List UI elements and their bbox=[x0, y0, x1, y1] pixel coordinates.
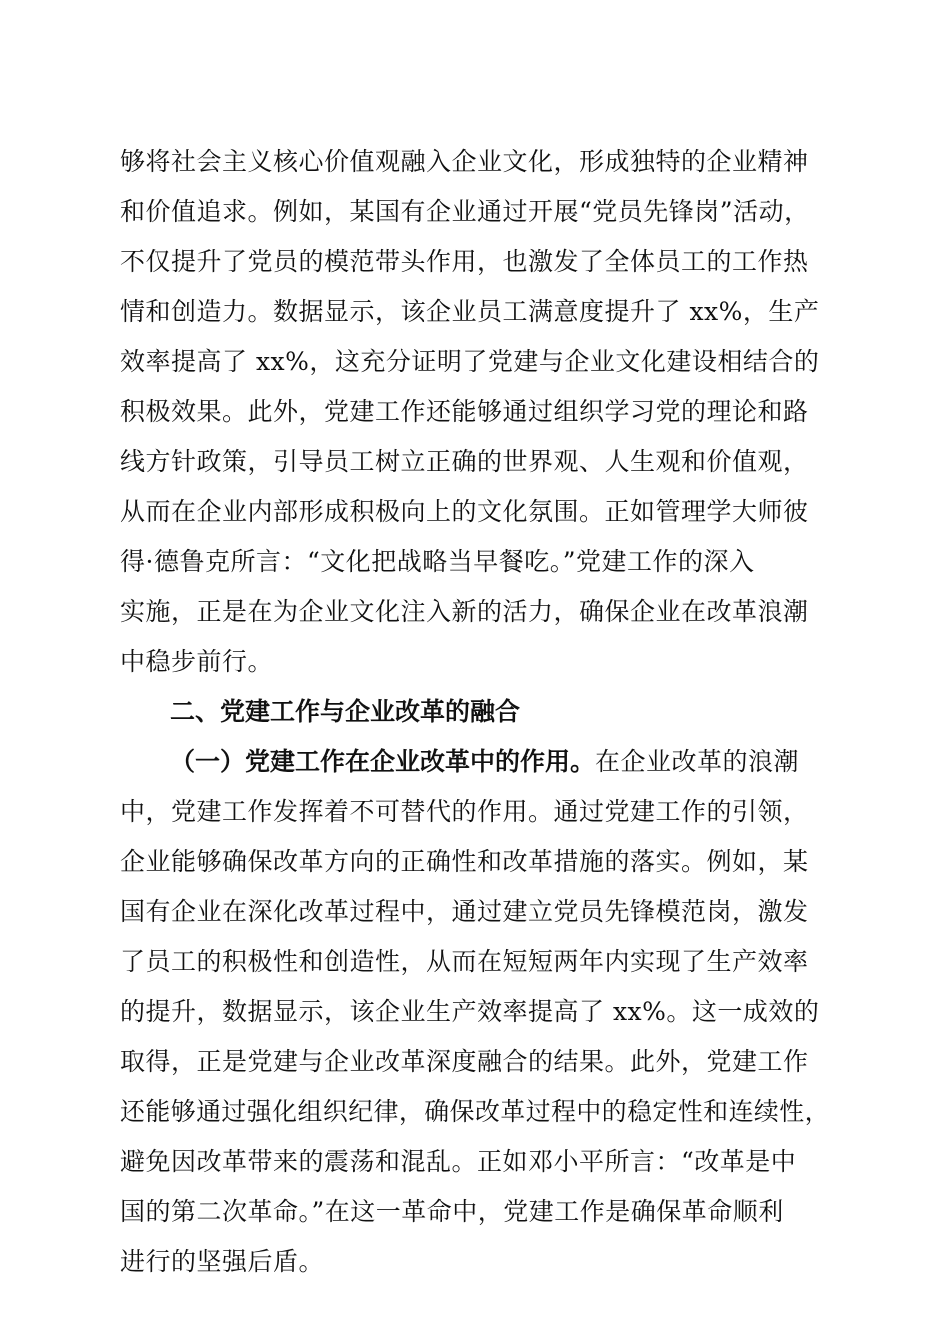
paragraph-line: 和价值追求。例如，某国有企业通过开展“党员先锋岗”活动， bbox=[120, 197, 810, 226]
paragraph-line: 进行的坚强后盾。 bbox=[120, 1247, 325, 1276]
section-heading: 二、党建工作与企业改革的融合 bbox=[170, 697, 521, 726]
paragraph-line: 情和创造力。数据显示，该企业员工满意度提升了 xx%，生产 bbox=[120, 297, 820, 326]
paragraph-line: 还能够通过强化组织纪律，确保改革过程中的稳定性和连续性， bbox=[120, 1097, 831, 1126]
paragraph-line: 线方针政策，引导员工树立正确的世界观、人生观和价值观， bbox=[120, 447, 809, 476]
paragraph-line: 国有企业在深化改革过程中，通过建立党员先锋模范岗，激发 bbox=[120, 897, 809, 926]
paragraph-line: 取得，正是党建与企业改革深度融合的结果。此外，党建工作 bbox=[120, 1047, 809, 1076]
paragraph-line: 积极效果。此外，党建工作还能够通过组织学习党的理论和路 bbox=[120, 397, 809, 426]
paragraph-line: 了员工的积极性和创造性，从而在短短两年内实现了生产效率 bbox=[120, 947, 809, 976]
paragraph-line: 从而在企业内部形成积极向上的文化氛围。正如管理学大师彼 bbox=[120, 497, 809, 526]
paragraph-line: 得·德鲁克所言：“文化把战略当早餐吃。”党建工作的深入 bbox=[120, 547, 755, 576]
paragraph-line: 够将社会主义核心价值观融入企业文化，形成独特的企业精神 bbox=[120, 147, 809, 176]
paragraph-line: 中，党建工作发挥着不可替代的作用。通过党建工作的引领， bbox=[120, 797, 809, 826]
paragraph-line: 避免因改革带来的震荡和混乱。正如邓小平所言：“改革是中 bbox=[120, 1147, 797, 1176]
paragraph-line: 效率提高了 xx%，这充分证明了党建与企业文化建设相结合的 bbox=[120, 347, 820, 376]
paragraph-line: 国的第二次革命。”在这一革命中，党建工作是确保革命顺利 bbox=[120, 1197, 784, 1226]
paragraph-line: 实施，正是在为企业文化注入新的活力，确保企业在改革浪潮 bbox=[120, 597, 809, 626]
paragraph-line-rest: 在企业改革的浪潮 bbox=[595, 747, 800, 776]
subheading: （一）党建工作在企业改革中的作用。 bbox=[170, 747, 596, 776]
paragraph-line: 的提升，数据显示，该企业生产效率提高了 xx%。这一成效的 bbox=[120, 997, 820, 1026]
paragraph-line: 中稳步前行。 bbox=[120, 647, 274, 676]
paragraph-line: 不仅提升了党员的模范带头作用，也激发了全体员工的工作热 bbox=[120, 247, 809, 276]
paragraph-first-line bbox=[170, 742, 799, 782]
paragraph-line: 企业能够确保改革方向的正确性和改革措施的落实。例如，某 bbox=[120, 847, 809, 876]
